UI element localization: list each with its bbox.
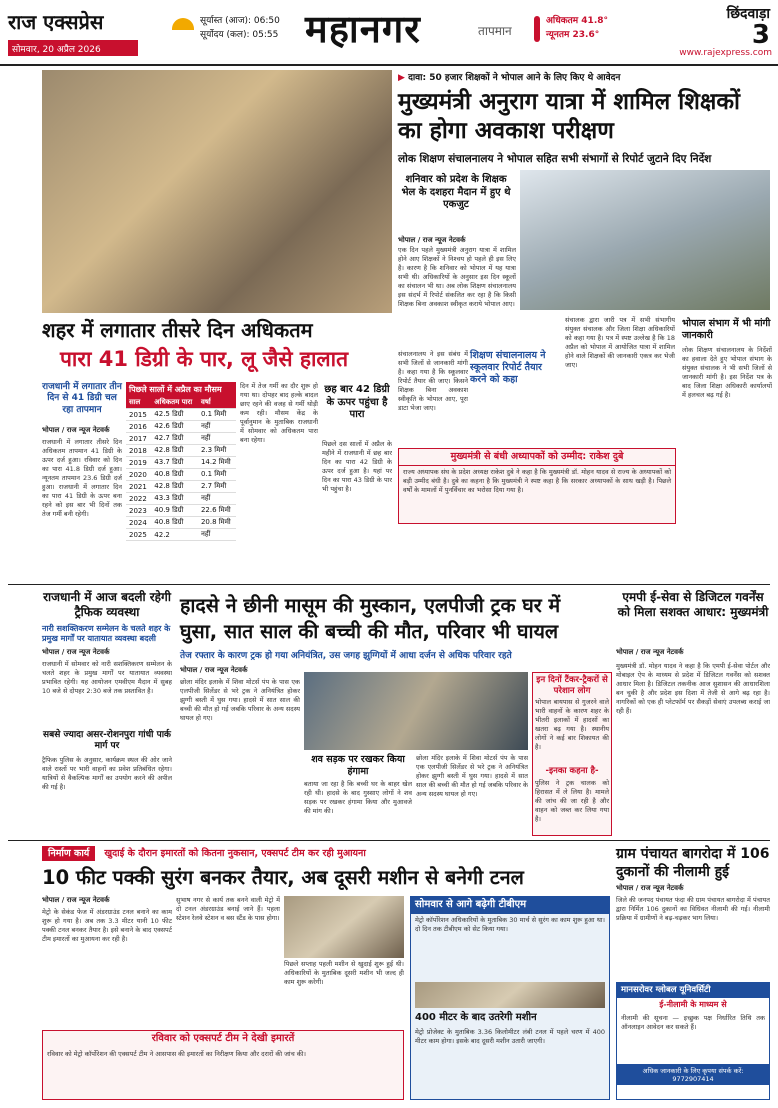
lead-body-3: संचालक द्वारा जारी पत्र में सभी संभागीय संयुक्त संचालक और जिला शिक्षा अधिकारियों को कहा गया है। पत्र में स्पष्ट उल्लेख है कि 18 अप्रैल को भोपाल में आयोजित यात्रा में शामिल होने वाले शिक्षकों की जानकारी एकत्र कर भेजी जाए। xyxy=(565,316,675,369)
cm-box-body: राज्य अध्यापक संघ के प्रदेश अध्यक्ष राकेश दुबे ने कहा है कि मुख्यमंत्री डॉ. मोहन यादव से राज्य के अध्यापकों को बड़ी उम्मीद बंधी है। दुबे का कहना है कि मुख्यमंत्री ने स्पष्ट कहा है कि सरकार अध्यापकों के साथ खड़ी है। पिछले वर्षों के मामलों में पुनर्विचार का भरोसा दिया गया है। xyxy=(403,467,671,494)
lead-deck: लोक शिक्षण संचालनालय ने भोपाल सहित सभी संभागों से रिपोर्ट जुटाने दिए निर्देश xyxy=(398,153,712,165)
table-cell: 2020 xyxy=(126,469,151,481)
sun-times: सूर्यास्त (आज): 06:50 सूर्योदय (कल): 05:55 xyxy=(200,16,280,40)
accident-side-head: इन दिनों टैंकर-ट्रैकरों से परेशान लोग xyxy=(536,675,608,696)
weather-table-header xyxy=(126,397,236,409)
accident-photo-caption: शव सड़क पर रखकर किया हंगामा xyxy=(311,754,405,777)
table-row xyxy=(126,409,236,421)
section-title: महानगर xyxy=(305,7,421,51)
table-cell: 2022 xyxy=(126,493,151,505)
table-cell: 2017 xyxy=(126,433,151,445)
temperature-label: तापमान xyxy=(478,24,512,38)
accident-body-3: छोला मंदिर इलाके में शिवा मोटर्स पंप के पास एक एलपीजी सिलेंडर से भरे ट्रक ने अनियंत्रित होकर झुग्गी बस्ती में घुस गया। हादसे में सात साल की बच्ची की मौत हो गई जबकि परिवार के अन्य सदस्य घायल हो गए। xyxy=(416,754,528,798)
table-row xyxy=(126,505,236,517)
divider xyxy=(8,584,770,585)
tunnel-kicker-text: खुदाई के दौरान इमारतों को कितना नुकसान, एक्सपर्ट टीम कर रही मुआयना xyxy=(104,848,366,859)
table-cell: 2015 xyxy=(126,409,151,421)
issue-date: सोमवार, 20 अप्रैल 2026 xyxy=(8,40,138,56)
panchayat-body: जिले की जनपद पंचायत फंदा की ग्राम पंचायत बागरोदा में पंचायत द्वारा निर्मित 106 दुकानों का विधिवत नीलामी की गई। नीलामी प्रक्रिया में ग्रामीणों ने बढ़-चढ़कर भाग लिया। xyxy=(616,896,770,922)
bhopal-body: लोक शिक्षण संचालनालय के निर्देशों का हवाला देते हुए भोपाल संभाग के संयुक्त संचालक ने भी सभी जिलों से जानकारी मांगी है। इस निर्देश पत्र के बाद जिला शिक्षा अधिकारी कार्यालयों में हलचल बढ़ गई है। xyxy=(682,346,772,399)
weather-table-box xyxy=(126,382,236,541)
heat-col-2: दिन में तेज गर्मी का दौर शुरू हो गया था। दोपहर बाद हल्के बादल छाए रहने की वजह से गर्मी थोड़ी कम रही। मौसम केंद्र के पूर्वानुमान के मुताबिक राजधानी में सोमवार को अधिकतम पारा बना रहेगा। xyxy=(240,382,318,444)
table-cell: 2019 xyxy=(126,457,151,469)
tunnel-red-box-body: रविवार को मेट्रो कॉर्पोरेशन की एक्सपर्ट टीम ने आसपास की इमारतों का निरीक्षण किया और दरारों की जांच की। xyxy=(47,1049,306,1058)
lead-body-2: संचालनालय ने इस संबंध में सभी जिलों से जानकारी मांगी है। कहा गया है कि स्कूलवार रिपोर्ट तैयार की जाए। किसने शिक्षक बिना अवकाश स्वीकृति के भोपाल आए, पूरा डाटा भेजा जाए। xyxy=(398,350,468,412)
panchayat-byline: भोपाल / राज न्यूज नेटवर्क xyxy=(616,884,684,892)
heat-sub: राजधानी में लगातार तीन दिन से 41 डिग्री चल रहा तापमान xyxy=(42,382,122,415)
temperature-readings: अधिकतम 41.8° न्यूनतम 23.6° xyxy=(546,16,609,40)
tunnel-red-box-title: रविवार को एक्सपर्ट टीम ने देखी इमारतें xyxy=(151,1033,295,1044)
table-cell: 2018 xyxy=(126,445,151,457)
auction-ad xyxy=(616,982,770,1100)
tunnel-right-head-2: 400 मीटर के बाद उतरेगी मशीन xyxy=(415,1011,537,1023)
traffic-body-2: ट्रैफिक पुलिस के अनुसार, कार्यक्रम स्थल की ओर जाने वाले रास्तों पर भारी वाहनों का प्रवेश प्रतिबंधित रहेगा। यात्रियों से वैकल्पिक मार्गों का उपयोग करने की अपील की गई है। xyxy=(42,756,172,791)
table-row xyxy=(126,469,236,481)
accident-headline-1: हादसे ने छीनी मासूम की मुस्कान, एलपीजी ट्रक घर में xyxy=(180,594,561,617)
table-cell: नहीं xyxy=(198,433,236,445)
lead-headline: मुख्यमंत्री अनुराग यात्रा में शामिल शिक्षकों का होगा अवकाश परीक्षण xyxy=(398,89,740,144)
tunnel-kicker-bar xyxy=(42,846,610,862)
heat-side-title: छह बार 42 डिग्री के ऊपर पहुंचा है पारा xyxy=(324,384,390,420)
table-row xyxy=(126,481,236,493)
tunnel-photo xyxy=(284,896,404,958)
ad-footer: अधिक जानकारी के लिए कृपया संपर्क करें: 9772907414 xyxy=(617,1064,769,1085)
masthead xyxy=(0,0,778,66)
table-cell: 0.1 मिमी xyxy=(198,469,236,481)
table-row xyxy=(126,421,236,433)
teachers-rally-photo xyxy=(520,170,770,310)
tunnel-right-body: मेट्रो कॉर्पोरेशन अधिकारियों के मुताबिक 30 मार्च से सुरंग का काम शुरू हुआ था। दो दिन तक टीबीएम को सेट किया गया। xyxy=(415,915,605,933)
accident-side-body: भोपाल बायपास से गुजरने वाले भारी वाहनों के कारण शहर के भीतरी इलाकों में हादसों का खतरा बढ़ गया है। स्थानीय लोगों ने कई बार शिकायत की है। xyxy=(535,698,609,752)
lead-byline: भोपाल / राज न्यूज नेटवर्क xyxy=(398,236,466,244)
table-cell: 2024 xyxy=(126,517,151,529)
accident-side-body-2: पुलिस ने ट्रक चालक को हिरासत में ले लिया है। मामले की जांच की जा रही है और वाहन को जब्त कर लिया गया है। xyxy=(535,778,609,823)
table-cell: 2025 xyxy=(126,529,151,541)
table-cell: 43.3 डिग्री xyxy=(151,493,198,505)
table-row xyxy=(126,457,236,469)
table-cell: 22.6 मिमी xyxy=(198,505,236,517)
table-cell: 2016 xyxy=(126,421,151,433)
table-cell: 14.2 मिमी xyxy=(198,457,236,469)
table-cell: 43.7 डिग्री xyxy=(151,457,198,469)
bhopal-head: भोपाल संभाग में भी मांगी जानकारी xyxy=(682,318,771,341)
divider xyxy=(8,840,770,841)
table-cell: 2023 xyxy=(126,505,151,517)
edition-city: छिंदवाड़ा xyxy=(726,6,770,22)
table-cell: नहीं xyxy=(198,421,236,433)
table-cell: 2.3 मिमी xyxy=(198,445,236,457)
egov-byline: भोपाल / राज न्यूज नेटवर्क xyxy=(616,648,684,656)
lead-body: एक दिन पहले मुख्यमंत्री अनुराग यात्रा में शामिल होने आए शिक्षकों ने निश्चय हो पहले ही इस लिए है। कारण है कि शनिवार को भोपाल में यह यात्रा सभी थी। अधिकारियों के अनुसार इस दिन स्कूलों का संचालन भी था। अब लोक शिक्षण संचालनालय इस संदर्भ में रिपोर्ट संकलित कर रहा है कि किसी शिक्षक बिना अवकाश स्वीकृत कराये भोपाल आए। xyxy=(398,246,516,308)
lead-kicker: ▶ दावा: 50 हजार शिक्षकों ने भोपाल आने के लिए किए थे आवेदन xyxy=(398,73,621,83)
tunnel-byline: भोपाल / राज न्यूज नेटवर्क xyxy=(42,896,110,904)
traffic-sub-2: सबसे ज्यादा असर-रोशनपुरा गांधी पार्क मार्ग पर xyxy=(43,730,171,752)
table-row xyxy=(126,517,236,529)
table-cell: नहीं xyxy=(198,529,236,541)
table-row xyxy=(126,493,236,505)
tunnel-headline: 10 फीट पक्की सुरंग बनकर तैयार, अब दूसरी मशीन से बनेगी टनल xyxy=(42,866,524,889)
table-cell: 42.5 डिग्री xyxy=(151,409,198,421)
table-cell: 42.2 xyxy=(151,529,198,541)
tunnel-right-box xyxy=(410,896,610,1100)
traffic-byline: भोपाल / राज न्यूज नेटवर्क xyxy=(42,648,110,656)
accident-side-box xyxy=(532,672,612,836)
egov-body: मुख्यमंत्री डॉ. मोहन यादव ने कहा है कि एमपी ई-सेवा पोर्टल और मोबाइल ऐप के माध्यम से प्रदेश में डिजिटल गवर्नेंस को सशक्त आधार मिला है। डिजिटल तकनीक आज सुशासन की आधारशिला बन चुकी है और प्रदेश इस दिशा में तेजी से आगे बढ़ रहा है। नागरिकों को एक ही प्लेटफॉर्म पर सैकड़ों सेवाएं उपलब्ध कराई जा रही हैं। xyxy=(616,662,770,715)
lead-side-kicker: शिक्षण संचालनालय ने स्कूलवार रिपोर्ट तैयार करने को कहा xyxy=(470,350,546,385)
sun-icon xyxy=(172,18,194,30)
table-cell: 42.8 डिग्री xyxy=(151,481,198,493)
ad-body: नीलामी की सूचना — इच्छुक पक्ष निर्धारित तिथि तक ऑनलाइन आवेदन कर सकते हैं। xyxy=(621,1013,765,1031)
traffic-sub: नारी सशक्तिकरण सम्मेलन के चलते शहर के प्रमुख मार्गों पर यातायात व्यवस्था बदली xyxy=(42,624,171,643)
table-cell: 2021 xyxy=(126,481,151,493)
thermometer-icon xyxy=(534,16,540,42)
cm-box xyxy=(398,448,676,524)
weather-table-title: पिछले सालों में अप्रैल का मौसम xyxy=(126,382,236,397)
website-link[interactable]: www.rajexpress.com xyxy=(679,48,772,58)
tunnel-right-photo xyxy=(415,982,605,1008)
lead-photo-caption: शनिवार को प्रदेश के शिक्षक भेल के दशहरा मैदान में हुए थे एकजुट xyxy=(401,174,511,210)
accident-side-head-2: -इनका कहना है- xyxy=(545,766,599,777)
accident-body-2: बताया जा रहा है कि बच्ची घर के बाहर खेल रही थी। हादसे के बाद गुस्साए लोगों ने शव सड़क पर रखकर हंगामा किया और मुआवजे की मांग की। xyxy=(304,780,412,815)
table-cell: 42.7 डिग्री xyxy=(151,433,198,445)
table-cell: 2.7 मिमी xyxy=(198,481,236,493)
tunnel-body-2: सुभाष नगर से कार्य तक बनने वाली मेट्रो में दो टनल अंडरग्राउंड बनाई जाने हैं। पहला स्टेशन रेलवे स्टेशन व बस स्टैंड के पास होगा। xyxy=(176,896,280,922)
table-cell: 42.8 डिग्री xyxy=(151,445,198,457)
accident-byline: भोपाल / राज न्यूज नेटवर्क xyxy=(180,666,248,674)
table-cell: 40.8 डिग्री xyxy=(151,469,198,481)
tunnel-red-box xyxy=(42,1030,404,1100)
table-cell: 40.8 डिग्री xyxy=(151,517,198,529)
table-cell: 40.9 डिग्री xyxy=(151,505,198,517)
table-row xyxy=(126,445,236,457)
tunnel-body: मेट्रो के सेकंड फेज में अंडरग्राउंड टनल बनाने का काम शुरू हो गया है। अब तक 3.3 मीटर यानी 10 फीट पक्की टनल बनकर तैयार है। इसे बनाने के बाद एक्सपर्ट टीम इमारतों का मुआयना कर रही है। xyxy=(42,908,172,943)
street-heat-photo xyxy=(42,70,392,313)
table-cell: नहीं xyxy=(198,493,236,505)
accident-body: छोला मंदिर इलाके में शिवा मोटर्स पंप के पास एक एलपीजी सिलेंडर से भरे ट्रक ने अनियंत्रित होकर झुग्गी बस्ती में घुस गया। हादसे में सात साल की बच्ची की मौत हो गई जबकि परिवार के अन्य सदस्य घायल हो गए। xyxy=(180,678,300,722)
heat-headline-1: शहर में लगातार तीसरे दिन अधिकतम xyxy=(42,318,313,342)
table-row xyxy=(126,529,236,541)
ad-subtitle: ई-नीलामी के माध्यम से xyxy=(659,999,727,1009)
heat-headline-2: पारा 41 डिग्री के पार, लू जैसे हालात xyxy=(60,347,349,371)
table-header-cell: अधिकतम पारा xyxy=(151,397,198,409)
weather-table xyxy=(126,397,236,541)
heat-body: राजधानी में लगातार तीसरे दिन अधिकतम तापमान 41 डिग्री के ऊपर दर्ज हुआ। रविवार को दिन का पारा 41.8 डिग्री दर्ज हुआ। न्यूनतम तापमान 23.6 डिग्री दर्ज हुआ। राजधानी में लगातार दिन का पारा 41 डिग्री के ऊपर बना रहने को इस बार भी दिनों तक तेज गर्मी बनी रहेगी। xyxy=(42,438,122,518)
heat-side-body: पिछले दस सालों में अप्रैल के महीने में राजधानी में छह बार दिन का पारा 42 डिग्री के ऊपर दर्ज हुआ है। यहां पर दिन का पारा 43 डिग्री के पार भी पहुंचा है। xyxy=(322,440,392,493)
traffic-body: राजधानी में सोमवार को नारी सशक्तिकरण सम्मेलन के चलते शहर के प्रमुख मार्गों पर यातायात व्यवस्था प्रभावित रहेगी। यह आयोजन एमवीएम मैदान में सुबह 10 बजे से दोपहर 2:30 बजे तक प्रस्तावित है। xyxy=(42,660,172,695)
table-cell: 20.8 मिमी xyxy=(198,517,236,529)
table-header-cell: वर्षा xyxy=(198,397,236,409)
accident-photo xyxy=(304,672,528,750)
tunnel-body-3: पिछले सप्ताह पहली मशीन से खुदाई शुरू हुई थी। अधिकारियों के मुताबिक दूसरी मशीन भी जल्द ही काम शुरू करेगी। xyxy=(284,960,404,986)
tunnel-kicker: निर्माण कार्य xyxy=(42,846,95,861)
table-header-cell: साल xyxy=(126,397,151,409)
accident-headline-2: घुसा, सात साल की बच्ची की मौत, परिवार भी घायल xyxy=(180,620,559,643)
table-cell: 42.6 डिग्री xyxy=(151,421,198,433)
panchayat-head: ग्राम पंचायत बागरोदा में 106 दुकानों की नीलामी हुई xyxy=(616,846,770,880)
table-row xyxy=(126,433,236,445)
accident-deck: तेज रफ्तार के कारण ट्रक हो गया अनियंत्रित, उस जगह झुग्गियों में आधा दर्जन से अधिक परिवार रहते xyxy=(180,651,512,661)
heat-byline: भोपाल / राज न्यूज नेटवर्क xyxy=(42,426,110,434)
tunnel-right-head: सोमवार से आगे बढ़ेगी टीबीएम xyxy=(411,897,609,914)
traffic-head: राजधानी में आज बदली रहेगी ट्रैफिक व्यवस्था xyxy=(43,590,171,619)
cm-box-title: मुख्यमंत्री से बंधी अध्यापकों को उम्मीद: राकेश दुबे xyxy=(399,449,675,466)
table-cell: 0.1 मिमी xyxy=(198,409,236,421)
egov-head: एमपी ई-सेवा से डिजिटल गवर्नेंस को मिला सशक्त आधार: मुख्यमंत्री xyxy=(617,590,769,619)
tunnel-right-body-2: मेट्रो प्रोजेक्ट के मुताबिक 3.36 किलोमीटर लंबी टनल में पहले चरण में 400 मीटर काम होगा। इसके बाद दूसरी मशीन उतारी जाएगी। xyxy=(415,1028,605,1045)
brand-logo: राज एक्सप्रेस xyxy=(8,10,104,34)
page-number: 3 xyxy=(751,20,770,50)
ad-title: मानसरोवर ग्लोबल यूनिवर्सिटी xyxy=(617,983,769,998)
